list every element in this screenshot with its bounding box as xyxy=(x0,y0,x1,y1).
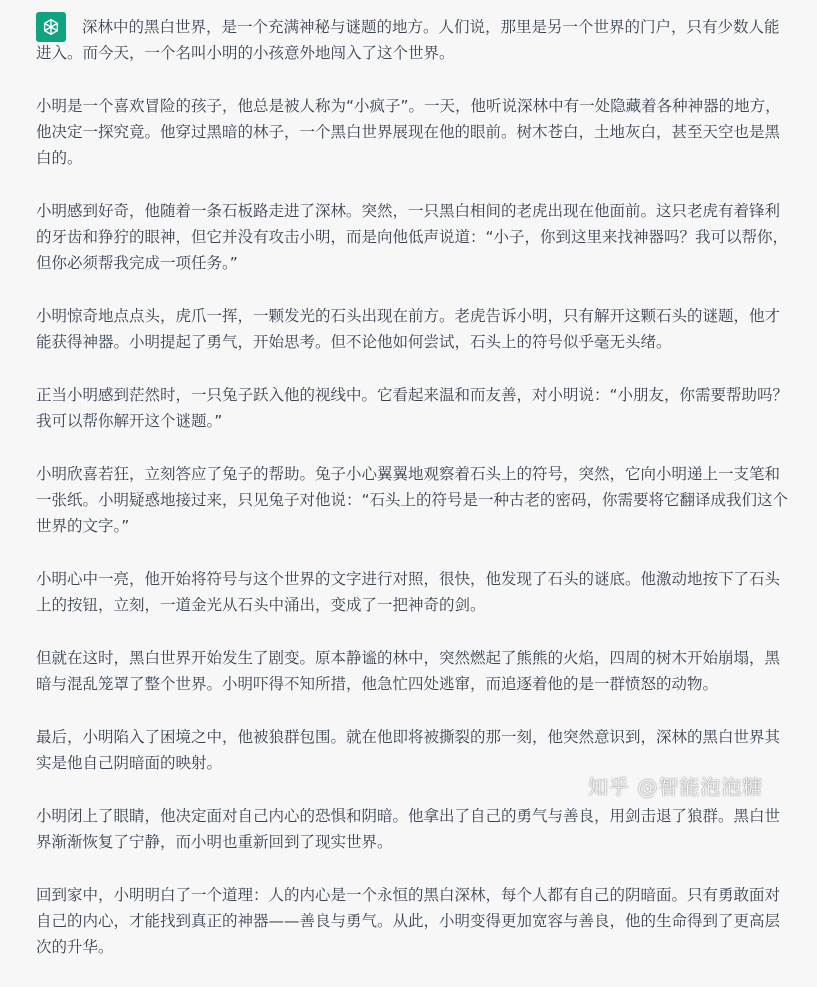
message-paragraph: 小明惊奇地点点头，虎爪一挥，一颗发光的石头出现在前方。老虎告诉小明，只有解开这颗石头的谜题，他才能获得神器。小明提起了勇气，开始思考。但不论他如何尝试，石头上的符号似乎毫无头绪。 xyxy=(36,307,781,351)
assistant-message xyxy=(36,14,793,987)
message-paragraph: 小明感到好奇，他随着一条石板路走进了深林。突然，一只黑白相间的老虎出现在他面前。这只老虎有着锋利的牙齿和狰狞的眼神，但它并没有攻击小明，而是向他低声说道：“小子，你到这里来找神器吗？我可以帮你，但你必须帮我完成一项任务。” xyxy=(36,202,789,272)
message-paragraph: 正当小明感到茫然时，一只兔子跃入他的视线中。它看起来温和而友善，对小明说：“小朋友，你需要帮助吗？我可以帮你解开这个谜题。” xyxy=(36,386,789,430)
message-paragraph: 深林中的黑白世界，是一个充满神秘与谜题的地方。人们说，那里是另一个世界的门户，只有少数人能进入。而今天，一个名叫小明的小孩意外地闯入了这个世界。 xyxy=(36,18,780,62)
zhihu-watermark: 知乎 @智能泡泡糖 xyxy=(588,775,764,799)
message-paragraph: 小明是一个喜欢冒险的孩子，他总是被人称为“小疯子”。一天，他听说深林中有一处隐藏着各种神器的地方，他决定一探究竟。他穿过黑暗的林子，一个黑白世界展现在他的眼前。树木苍白，土地灰白，甚至天空也是黑白的。 xyxy=(36,97,781,167)
message-paragraph: 但就在这时，黑白世界开始发生了剧变。原本静谧的林中，突然燃起了熊熊的火焰，四周的树木开始崩塌，黑暗与混乱笼罩了整个世界。小明吓得不知所措，他急忙四处逃窜，而追逐着他的是一群愤怒的动物。 xyxy=(36,649,781,693)
message-paragraph: 小明闭上了眼睛，他决定面对自己内心的恐惧和阴暗。他拿出了自己的勇气与善良，用剑击退了狼群。黑白世界渐渐恢复了宁静，而小明也重新回到了现实世界。 xyxy=(36,807,781,851)
message-paragraph: 小明心中一亮，他开始将符号与这个世界的文字进行对照，很快，他发现了石头的谜底。他激动地按下了石头上的按钮，立刻，一道金光从石头中涌出，变成了一把神奇的剑。 xyxy=(36,570,781,614)
message-paragraph: 最后，小明陷入了困境之中，他被狼群包围。就在他即将被撕裂的那一刻，他突然意识到，深林的黑白世界其实是他自己阴暗面的映射。 xyxy=(36,728,781,772)
message-paragraph: 回到家中，小明明白了一个道理：人的内心是一个永恒的黑白深林，每个人都有自己的阴暗面。只有勇敢面对自己的内心，才能找到真正的神器——善良与勇气。从此，小明变得更加宽容与善良，他的生命得到了更高层次的升华。 xyxy=(36,886,781,956)
message-paragraph: 小明欣喜若狂，立刻答应了兔子的帮助。兔子小心翼翼地观察着石头上的符号，突然，它向小明递上一支笔和一张纸。小明疑惑地接过来，只见兔子对他说：“石头上的符号是一种古老的密码，你需要将它翻译成我们这个世界的文字。” xyxy=(36,465,789,535)
